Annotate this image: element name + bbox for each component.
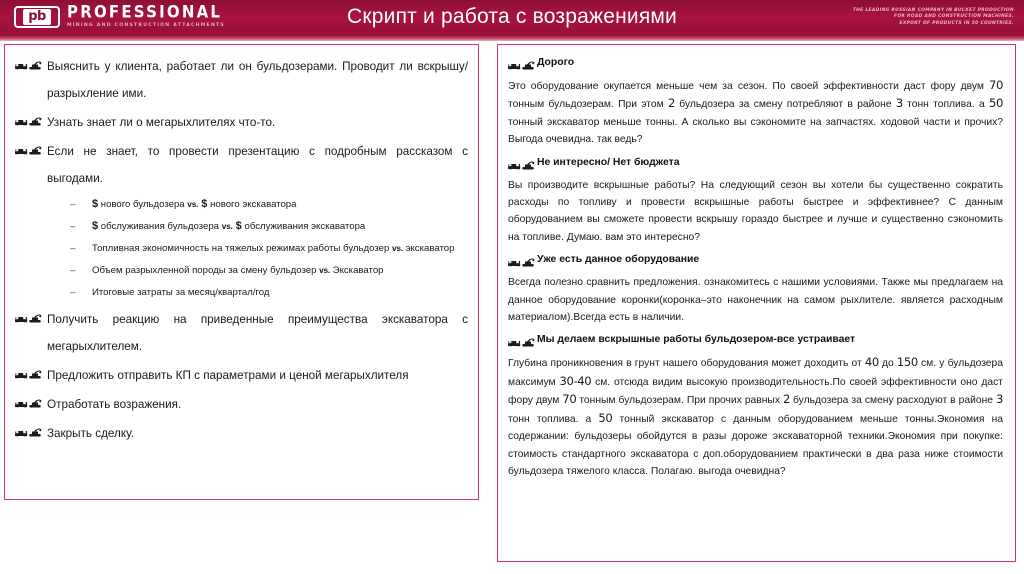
script-step-row bbox=[15, 109, 468, 136]
dash-bullet-icon: – bbox=[70, 287, 76, 298]
script-step-row bbox=[15, 53, 468, 107]
script-step-row bbox=[15, 362, 468, 389]
bullet-icon-wrap bbox=[508, 57, 535, 75]
script-step-label: Получить реакцию на приведенные преимущества экскаватора с мегарыхлителем. bbox=[47, 313, 468, 353]
dash-bullet-icon: – bbox=[70, 199, 76, 210]
header-underline bbox=[0, 36, 1024, 41]
objection-answer-text: Глубина проникновения в грунт нашего оборудования может доходить от 40 до 150 см. у бульдозера максимум 30-40 см. отсюда видим высокую производительность.По своей эффективности оно даст фору двум 70 тонным бульдозерам. При прочих равных 2 бульдозера за смену расходуют в районе 3 тонн топлива. а 50 тонный экскаватор с данным оборудованием меньше тонны.Экономия на содержании: бульдозеры обойдутся в разы дороже экскаваторной техники.Экономия при покупке: стоимость стандартного экскаватора с доп.оборудованием практически в два раза ниже стоимости бульдозера тяжелого класса. Полагаю. выгода очевидна? bbox=[508, 355, 1003, 477]
tagline-line-1: THE LEADING RUSSIAN COMPANY IN BUCKET PRODUCTION bbox=[852, 8, 1014, 13]
objection-heading bbox=[508, 155, 1003, 175]
pb-logo-icon bbox=[14, 6, 60, 28]
script-substep-label: Итоговые затраты за месяц/квартал/год bbox=[92, 287, 270, 298]
script-step-label: Предложить отправить КП с параметрами и ценой мегарыхлителя bbox=[47, 369, 409, 382]
bulldozer-excavator-icon bbox=[15, 311, 42, 322]
company-logo bbox=[14, 1, 225, 29]
pb-logo-text: pb bbox=[23, 9, 51, 25]
script-step-row bbox=[15, 420, 468, 447]
script-substep-item bbox=[15, 194, 468, 215]
script-steps-panel bbox=[4, 44, 479, 500]
script-substep-item bbox=[15, 238, 468, 259]
objection-heading-label: Уже есть данное оборудование bbox=[537, 254, 700, 266]
dash-bullet-icon: – bbox=[70, 243, 76, 254]
script-step-label: Выяснить у клиента, работает ли он бульдозерами. Проводит ли вскрышу/разрыхление ими. bbox=[47, 60, 468, 100]
script-step-row bbox=[15, 138, 468, 192]
script-step-item bbox=[15, 420, 468, 447]
objection-heading-label: Не интересно/ Нет бюджета bbox=[537, 156, 680, 168]
script-step-label: Если не знает, то провести презентацию с подробным рассказом с выгодами. bbox=[47, 145, 468, 185]
script-step-label: Узнать знает ли о мегарыхлителях что-то. bbox=[47, 116, 276, 129]
script-substep-item bbox=[15, 282, 468, 303]
objection-heading-label: Дорого bbox=[537, 57, 575, 68]
script-step-row bbox=[15, 306, 468, 360]
script-step-label: Закрыть сделку. bbox=[47, 427, 135, 440]
header-tagline bbox=[853, 8, 1014, 27]
bulldozer-excavator-icon bbox=[508, 255, 535, 266]
script-step-item bbox=[15, 138, 468, 303]
bulldozer-excavator-icon bbox=[15, 58, 42, 69]
bulldozer-excavator-icon bbox=[508, 158, 535, 169]
script-substep-label: Объем разрыхленной породы за смену бульдозер vs. Экскаватор bbox=[92, 265, 384, 276]
objection-heading bbox=[508, 252, 1003, 272]
objection-heading bbox=[508, 332, 1003, 352]
script-step-item bbox=[15, 391, 468, 418]
objection-heading bbox=[508, 55, 1003, 75]
objection-answer-text: Всегда полезно сравнить предложения. ознакомитесь с нашими условиями. Также мы предлагаем на данное оборудование коронки(коронка–это наконечник на самом рыхлителе. является расходным материалом).Всегда есть в наличии. bbox=[508, 277, 1003, 324]
script-substep-label: $ нового бульдозера vs. $ нового экскаватора bbox=[92, 198, 297, 210]
bullet-icon-wrap bbox=[508, 334, 535, 352]
bullet-icon-wrap bbox=[15, 424, 42, 442]
script-substep-label: $ обслуживания бульдозера vs. $ обслуживания экскаватора bbox=[92, 220, 366, 232]
script-substep-label: Топливная экономичность на тяжелых режимах работы бульдозер vs. экскаватор bbox=[92, 243, 455, 254]
script-step-item bbox=[15, 109, 468, 136]
objection-heading-label: Мы делаем вскрышные работы бульдозером-все устраивает bbox=[537, 334, 856, 346]
script-step-row bbox=[15, 391, 468, 418]
objection-answer-text: Это оборудование окупается меньше чем за сезон. По своей эффективности даст фору двум 70 тонным бульдозерам. При этом 2 бульдозера за смену потребляют в районе 3 тонн топлива. а 50 тонный экскаватор меньше тонны. А сколько вы сэкономите на запчастях. ходовой части и прочих? Выгода очевидна. так ведь? bbox=[508, 78, 1003, 146]
logo-wordmark-text: PROFESSIONAL bbox=[67, 1, 223, 23]
bulldozer-excavator-icon bbox=[508, 58, 535, 69]
bullet-icon-wrap bbox=[15, 113, 42, 131]
bulldozer-excavator-icon bbox=[508, 335, 535, 346]
script-step-label: Отработать возражения. bbox=[47, 398, 182, 411]
dash-bullet-icon: – bbox=[70, 265, 76, 276]
bullet-icon-wrap bbox=[15, 366, 42, 384]
bulldozer-excavator-icon bbox=[15, 143, 42, 154]
script-step-item bbox=[15, 53, 468, 107]
script-step-item bbox=[15, 362, 468, 389]
objection-answer-text: Вы производите вскрышные работы? На следующий сезон вы хотели бы существенно сократить расходы по топливу и провести вскрышные работы быстрее и эффективнее? С данным оборудованием вы сможете провести вскрышу гораздо быстрее и лучше и существенно сэкономить на топливе. Думаю. вам это интересно? bbox=[508, 179, 1003, 243]
logo-subtitle-text: MINING AND CONSTRUCTION ATTACHMENTS bbox=[67, 23, 225, 28]
bulldozer-excavator-icon bbox=[15, 114, 42, 125]
bullet-icon-wrap bbox=[15, 142, 42, 160]
bullet-icon-wrap bbox=[15, 310, 42, 328]
bulldozer-excavator-icon bbox=[15, 396, 42, 407]
tagline-line-3: EXPORT OF PRODUCTS IN 50 COUNTRIES. bbox=[899, 20, 1014, 26]
page-title: Скрипт и работа с возражениями bbox=[347, 5, 677, 28]
script-step-item bbox=[15, 306, 468, 360]
bulldozer-excavator-icon bbox=[15, 425, 42, 436]
dash-bullet-icon: – bbox=[70, 221, 76, 232]
bullet-icon-wrap bbox=[15, 395, 42, 413]
header-bar bbox=[0, 0, 1024, 36]
logo-wordmark bbox=[67, 1, 225, 29]
tagline-line-2: FOR ROAD AND CONSTRUCTION MACHINES. bbox=[893, 14, 1014, 20]
bullet-icon-wrap bbox=[508, 157, 535, 175]
script-steps-list bbox=[15, 53, 468, 447]
objections-panel bbox=[497, 44, 1016, 562]
script-substep-item bbox=[15, 260, 468, 281]
bullet-icon-wrap bbox=[508, 254, 535, 272]
script-substep-item bbox=[15, 216, 468, 237]
bullet-icon-wrap bbox=[15, 57, 42, 75]
script-substep-list bbox=[15, 194, 468, 303]
bulldozer-excavator-icon bbox=[15, 367, 42, 378]
objections-list bbox=[508, 55, 1003, 480]
